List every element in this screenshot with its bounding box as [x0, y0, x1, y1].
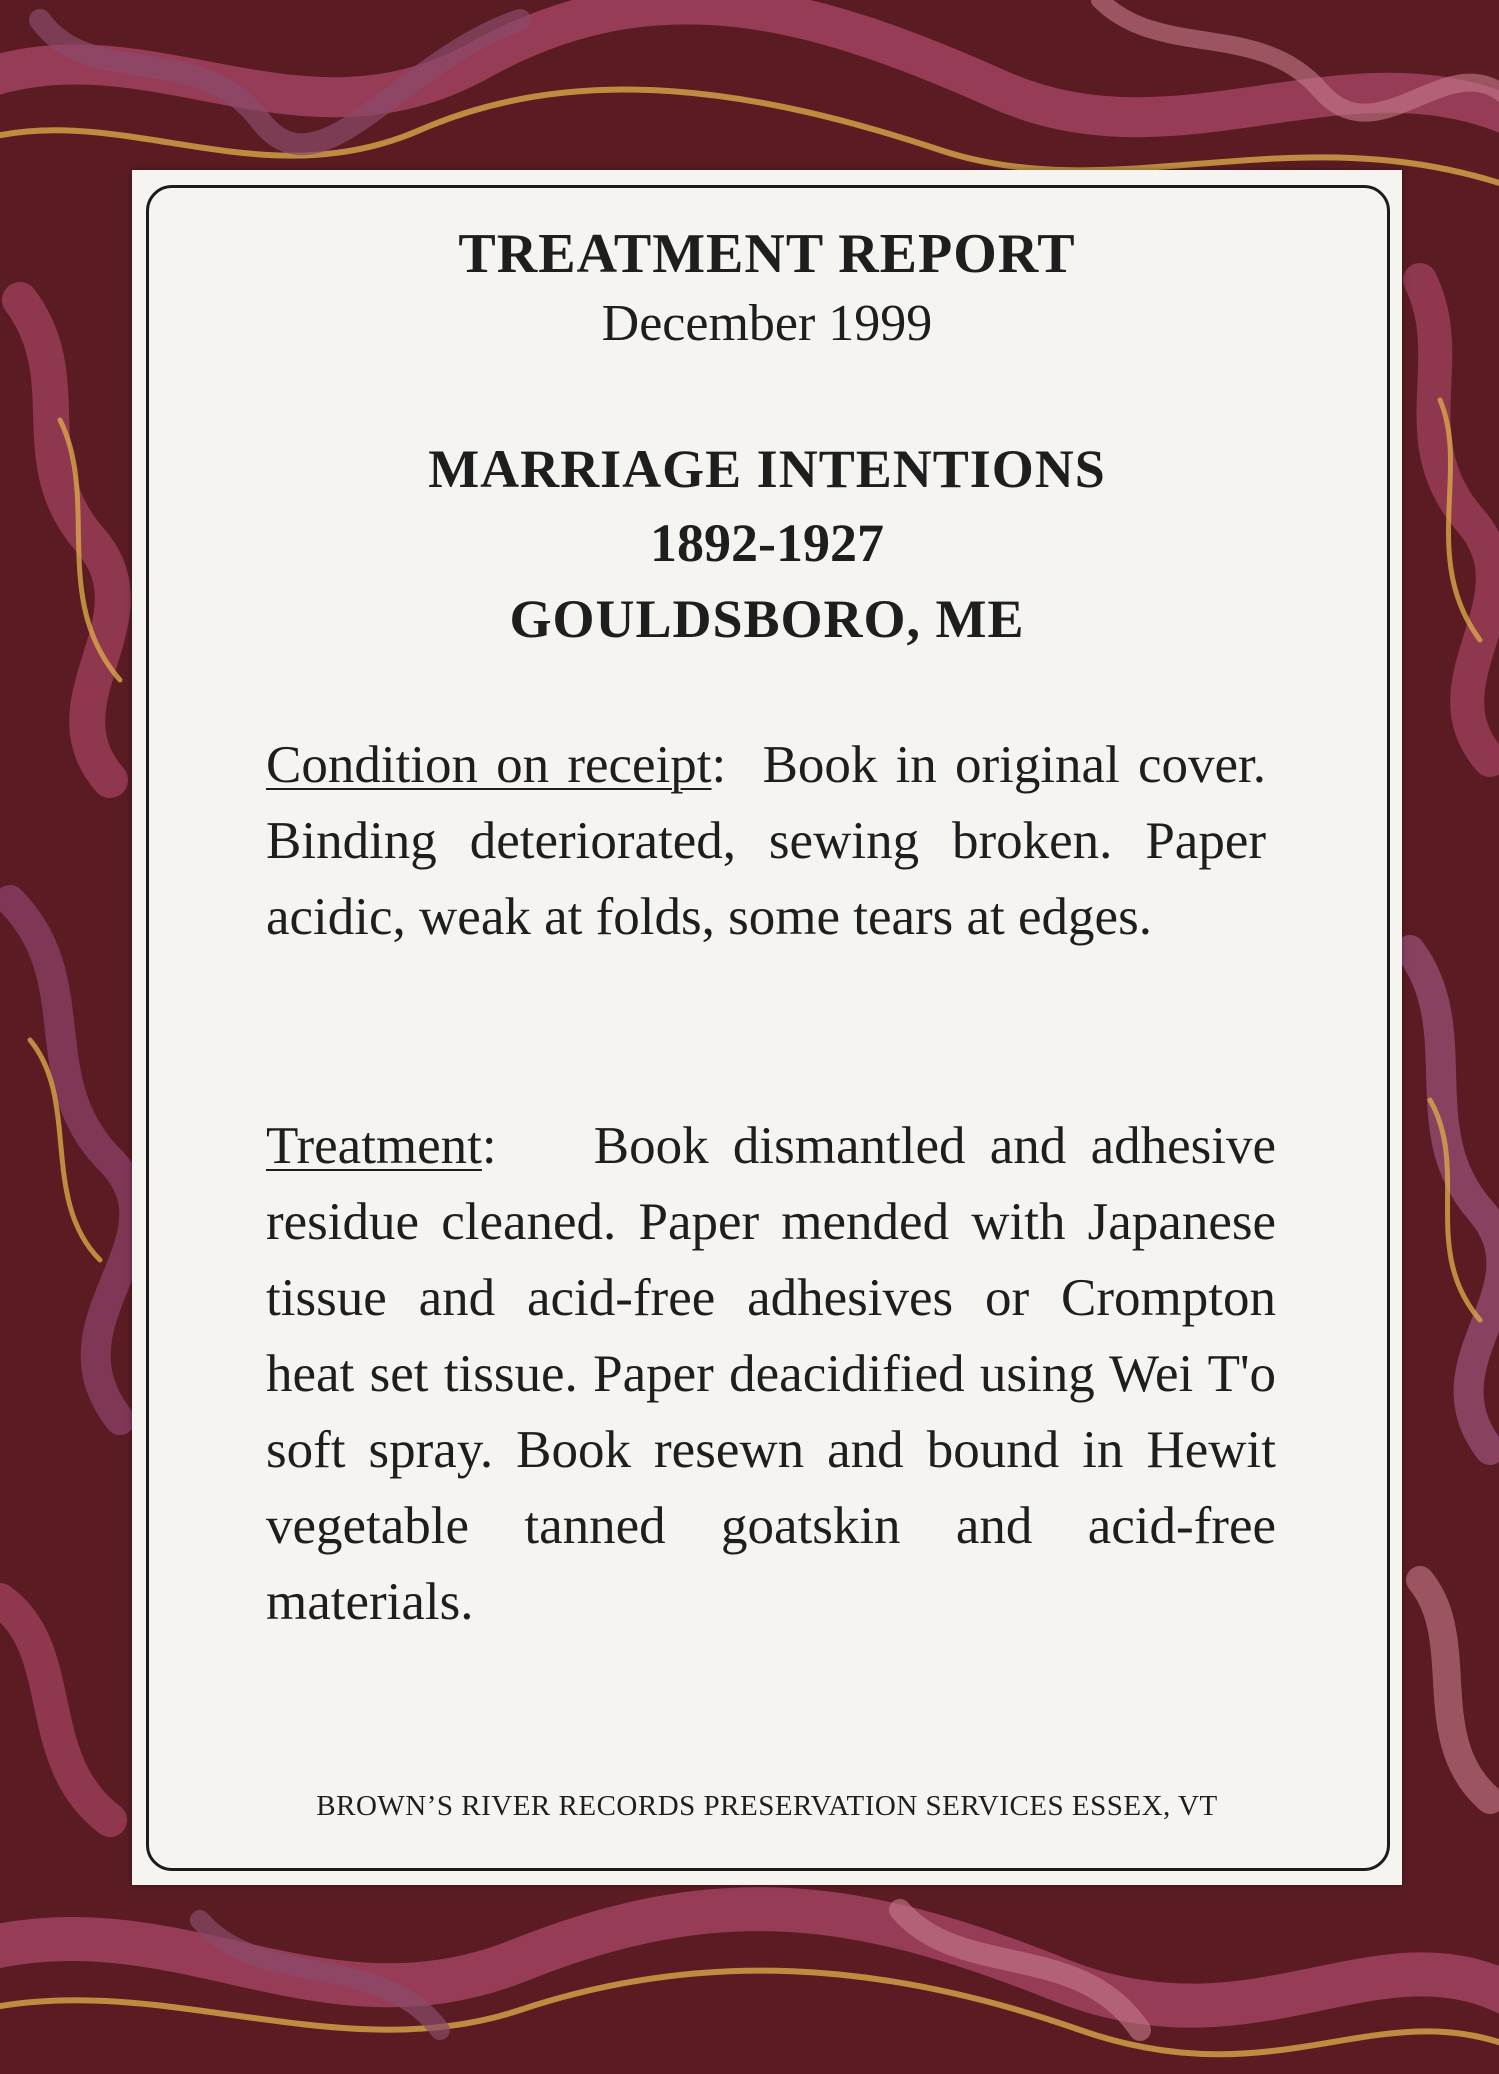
record-years: 1892-1927 [650, 513, 884, 573]
treatment-paragraph: Treatment: Book dismantled and adhesive residue cleaned. Paper mended with Japanese tissue and acid-free adhesives or Crompton heat set tissue. Paper deacidified using Wei T'o soft spray. Book resewn and bound in Hewit vegetable tanned goatskin and acid-free materials. [266, 1117, 1276, 1631]
condition-text: Book in original cover. Binding deteriorated, sewing broken. Paper acidic, weak at folds, some tears at edges. [266, 736, 1266, 946]
record-place: GOULDSBORO, ME [509, 589, 1025, 649]
footer-credit: BROWN’S RIVER RECORDS PRESERVATION SERVICES ESSEX, VT [316, 1790, 1218, 1822]
condition-paragraph: Condition on receipt: Book in original cover. Binding deteriorated, sewing broken. Paper acidic, weak at folds, some tears at edges. [266, 736, 1266, 946]
report-date: December 1999 [601, 295, 933, 352]
treatment-report-label [132, 170, 1402, 1885]
report-title: TREATMENT REPORT [458, 223, 1076, 285]
treatment-text: Book dismantled and adhesive residue cleaned. Paper mended with Japanese tissue and acid-free adhesives or Crompton heat set tissue. Paper deacidified using Wei T'o soft spray. Book resewn and bound in Hewit vegetable tanned goatskin and acid-free materials. [266, 1117, 1276, 1631]
treatment-label: Treatment [266, 1117, 482, 1175]
condition-label: Condition on receipt [266, 736, 712, 794]
record-title: MARRIAGE INTENTIONS [428, 439, 1106, 499]
label-content [132, 170, 1402, 1885]
